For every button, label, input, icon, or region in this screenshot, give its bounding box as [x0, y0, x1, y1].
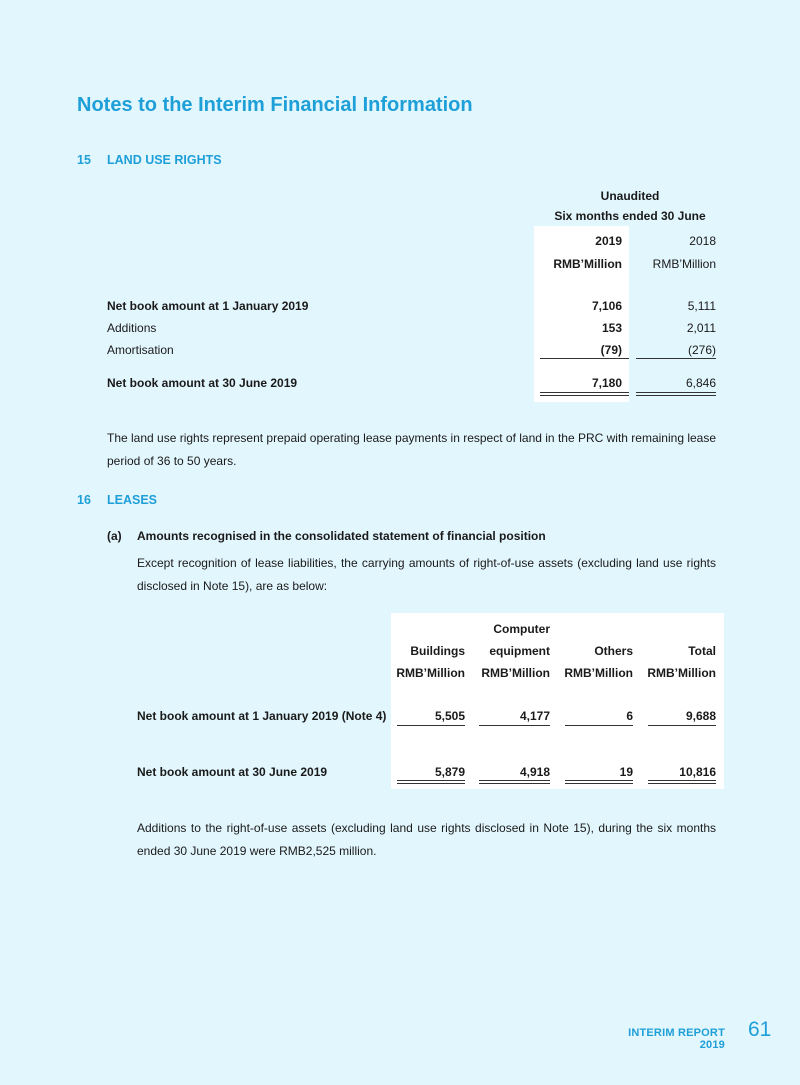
row-value-2018: 5,111 [687, 299, 716, 313]
lease-rule [479, 725, 550, 726]
header-unaudited: Unaudited [600, 189, 660, 203]
header-others: Others [594, 644, 633, 658]
lease-table-shade [391, 613, 724, 789]
unit-buildings: RMB’Million [396, 666, 465, 680]
row-value-2019: 7,180 [591, 376, 622, 390]
lease-value-total: 10,816 [679, 765, 716, 779]
lease-total-rule [397, 780, 465, 784]
row-label: Net book amount at 1 January 2019 [107, 299, 309, 313]
header-total: Total [688, 644, 716, 658]
section-16-title: LEASES [107, 493, 158, 507]
unit-total: RMB’Million [647, 666, 716, 680]
lease-value-buildings: 5,879 [434, 765, 465, 779]
row-value-2019: 7,106 [591, 299, 622, 313]
row-label: Additions [107, 321, 157, 335]
col-2018-header: 2018 [689, 234, 716, 248]
leases-intro: Except recognition of lease liabilities, the carrying amounts of right-of-use assets (excluding land use rights disclosed in Note 15), are as below: [137, 556, 716, 593]
lease-row-label: Net book amount at 1 January 2019 (Note 4) [137, 709, 387, 723]
row-value-2019: 153 [601, 321, 622, 335]
header-equipment: equipment [489, 644, 550, 658]
header-period: Six months ended 30 June [554, 209, 706, 223]
lease-rule [648, 725, 716, 726]
col-2019-header: 2019 [595, 234, 622, 248]
right-of-use-additions-note: Additions to the right-of-use assets (excluding land use rights disclosed in Note 15), during the six months ended 30 June 2019 were RMB2,525 million. [137, 821, 716, 858]
subsection-a-label: (a) [107, 529, 122, 543]
section-15-title: LAND USE RIGHTS [107, 153, 222, 167]
subsection-a-title: Amounts recognised in the consolidated statement of financial position [137, 529, 546, 543]
lease-value-others: 6 [626, 709, 633, 723]
row-label: Net book amount at 30 June 2019 [107, 376, 298, 390]
lease-rule [565, 725, 633, 726]
land-use-rights-note: The land use rights represent prepaid operating lease payments in respect of land in the PRC with remaining lease period of 36 to 50 years. [107, 431, 717, 468]
page-number: 61 [748, 1018, 772, 1041]
unit-others: RMB’Million [564, 666, 633, 680]
row-value-2019: (79) [600, 343, 622, 357]
section-16-number: 16 [77, 493, 91, 507]
lease-value-buildings: 5,505 [434, 709, 465, 723]
row-label: Amortisation [107, 343, 174, 357]
unit-equipment: RMB’Million [481, 666, 550, 680]
section-15-number: 15 [77, 153, 91, 167]
lease-value-total: 9,688 [685, 709, 716, 723]
lease-value-equipment: 4,177 [519, 709, 550, 723]
header-buildings: Buildings [410, 644, 465, 658]
col-2019-unit: RMB’Million [553, 257, 622, 271]
footer-report-label: INTERIM REPORT 2019 [628, 1027, 725, 1051]
subtotal-rule-2019 [540, 358, 629, 359]
lease-value-equipment: 4,918 [519, 765, 550, 779]
row-value-2018: 2,011 [686, 321, 716, 335]
lease-value-others: 19 [619, 765, 633, 779]
lease-rule [397, 725, 465, 726]
total-rule-2019 [540, 392, 629, 396]
row-value-2018: 6,846 [685, 376, 716, 390]
lease-total-rule [648, 780, 716, 784]
lease-row-label: Net book amount at 30 June 2019 [137, 765, 328, 779]
page-title: Notes to the Interim Financial Information [77, 94, 473, 116]
header-computer: Computer [493, 622, 550, 636]
lease-total-rule [479, 780, 550, 784]
row-value-2018: (276) [687, 343, 716, 357]
total-rule-2018 [636, 392, 716, 396]
subtotal-rule-2018 [636, 358, 716, 359]
lease-total-rule [565, 780, 633, 784]
col-2018-unit: RMB’Million [652, 257, 716, 271]
